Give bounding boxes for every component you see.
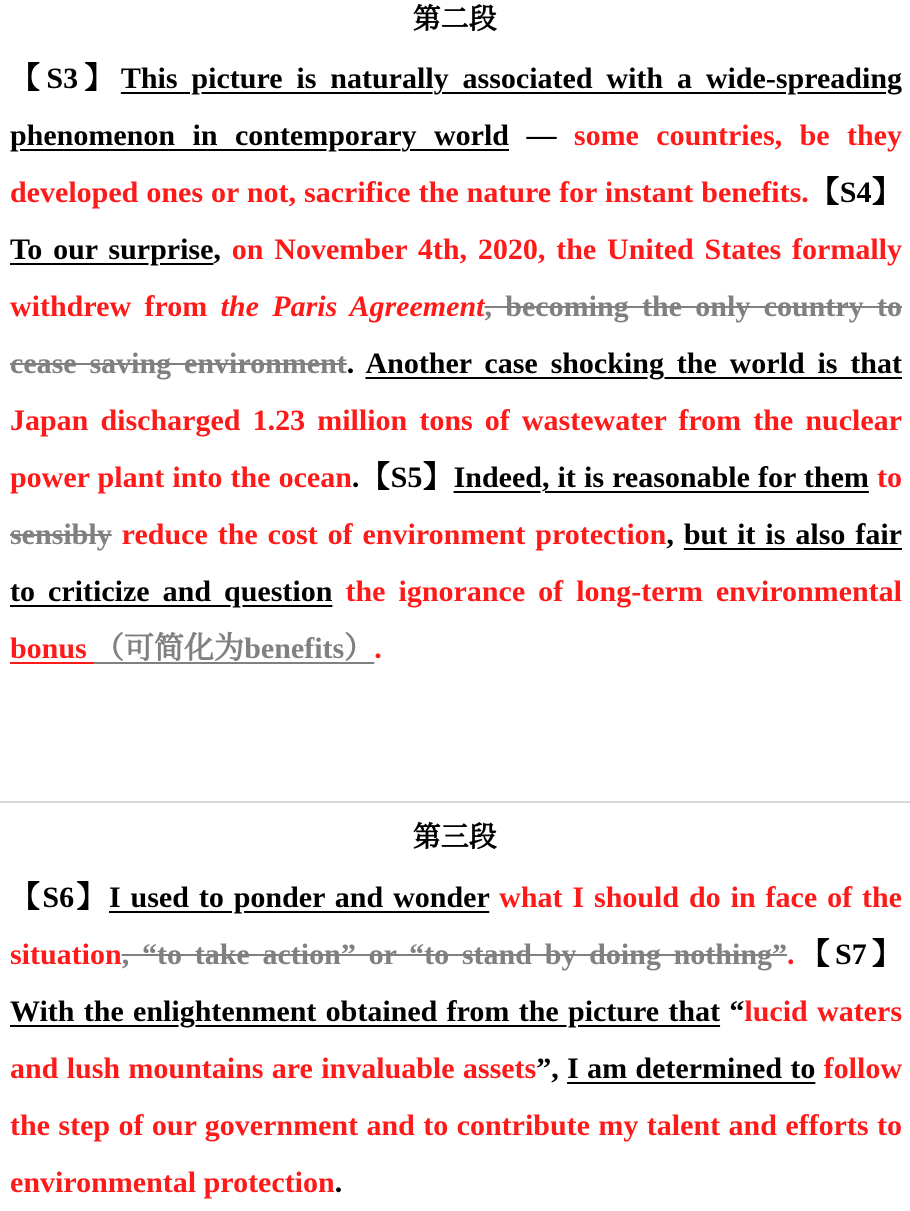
s7-tag: 【S7】 bbox=[794, 938, 902, 971]
s4-underlined-text: To our surprise bbox=[10, 233, 214, 266]
s5-underlined-text: Indeed, it is reasonable for them bbox=[453, 461, 869, 494]
s4-period: . bbox=[346, 347, 366, 380]
s3-dash: — bbox=[509, 119, 574, 152]
s6-highlight-text: what I should do in face of the situation bbox=[10, 881, 902, 971]
s6-struck-text: , “to take action” or “to stand by doing nothing” bbox=[121, 938, 787, 971]
s7-open-quote: “ bbox=[720, 995, 745, 1028]
s6-end: . bbox=[787, 938, 795, 971]
s5-end: . bbox=[374, 632, 382, 665]
s7-end: . bbox=[334, 1166, 343, 1199]
section-two-paragraph bbox=[0, 50, 910, 677]
s7-close-quote: ”, bbox=[536, 1052, 568, 1085]
section-three-heading: 第三段 bbox=[412, 822, 497, 853]
s4-comma: , bbox=[213, 233, 232, 266]
s5-tag: 【S5】 bbox=[359, 461, 454, 494]
s7-highlight-text: lucid waters and lush mountains are invaluable assets bbox=[10, 995, 902, 1085]
s4-end: . bbox=[351, 461, 360, 494]
s4-highlight-text-2: Japan discharged 1.23 million tons of wastewater from the nuclear power plant into the ocean bbox=[10, 404, 902, 494]
section-two-heading: 第二段 bbox=[412, 4, 497, 35]
s3-underlined-text: This picture is naturally associated with a wide-spreading phenomenon in contemporary world bbox=[10, 62, 902, 152]
s4-struck-text: , becoming the only country to cease saving environment bbox=[10, 290, 902, 380]
section-three-paragraph bbox=[0, 869, 910, 1211]
s5-bonus-word: bonus bbox=[10, 632, 95, 665]
s7-highlight-text-2: follow the step of our government and to contribute my talent and efforts to environmental protection bbox=[10, 1052, 902, 1199]
s7-underlined-text: With the enlightenment obtained from the picture that bbox=[10, 995, 721, 1028]
s5-revision-note: （可简化为benefits） bbox=[94, 632, 375, 665]
s5-highlight-text-3: the ignorance of long-term environmental bbox=[332, 575, 902, 608]
s4-tag: 【S4】 bbox=[808, 176, 903, 209]
s5-highlight-text: to bbox=[877, 461, 903, 494]
s4-highlight-text: on November 4th, 2020, the United States formally withdrew from bbox=[10, 233, 903, 323]
s5-comma: , bbox=[666, 518, 684, 551]
s6-tag: 【S6】 bbox=[10, 881, 109, 914]
s3-tag: 【S3】 bbox=[10, 62, 121, 95]
s5-struck-text: sensibly bbox=[10, 518, 112, 551]
s4-underlined-text-2: Another case shocking the world is that bbox=[365, 347, 902, 380]
s4-highlight-italic: the Paris Agreement bbox=[220, 290, 485, 323]
s5-space bbox=[869, 461, 877, 494]
s3-highlight-text: some countries, be they developed ones or not, sacrifice the nature for instant benefits. bbox=[10, 119, 902, 209]
s5-underlined-text-2: but it is also fair to criticize and question bbox=[10, 518, 902, 608]
s5-highlight-text-2: reduce the cost of environment protection bbox=[111, 518, 667, 551]
s6-underlined-text: I used to ponder and wonder bbox=[108, 881, 490, 914]
s7-underlined-text-2: I am determined to bbox=[567, 1052, 816, 1085]
section-divider bbox=[0, 801, 910, 803]
